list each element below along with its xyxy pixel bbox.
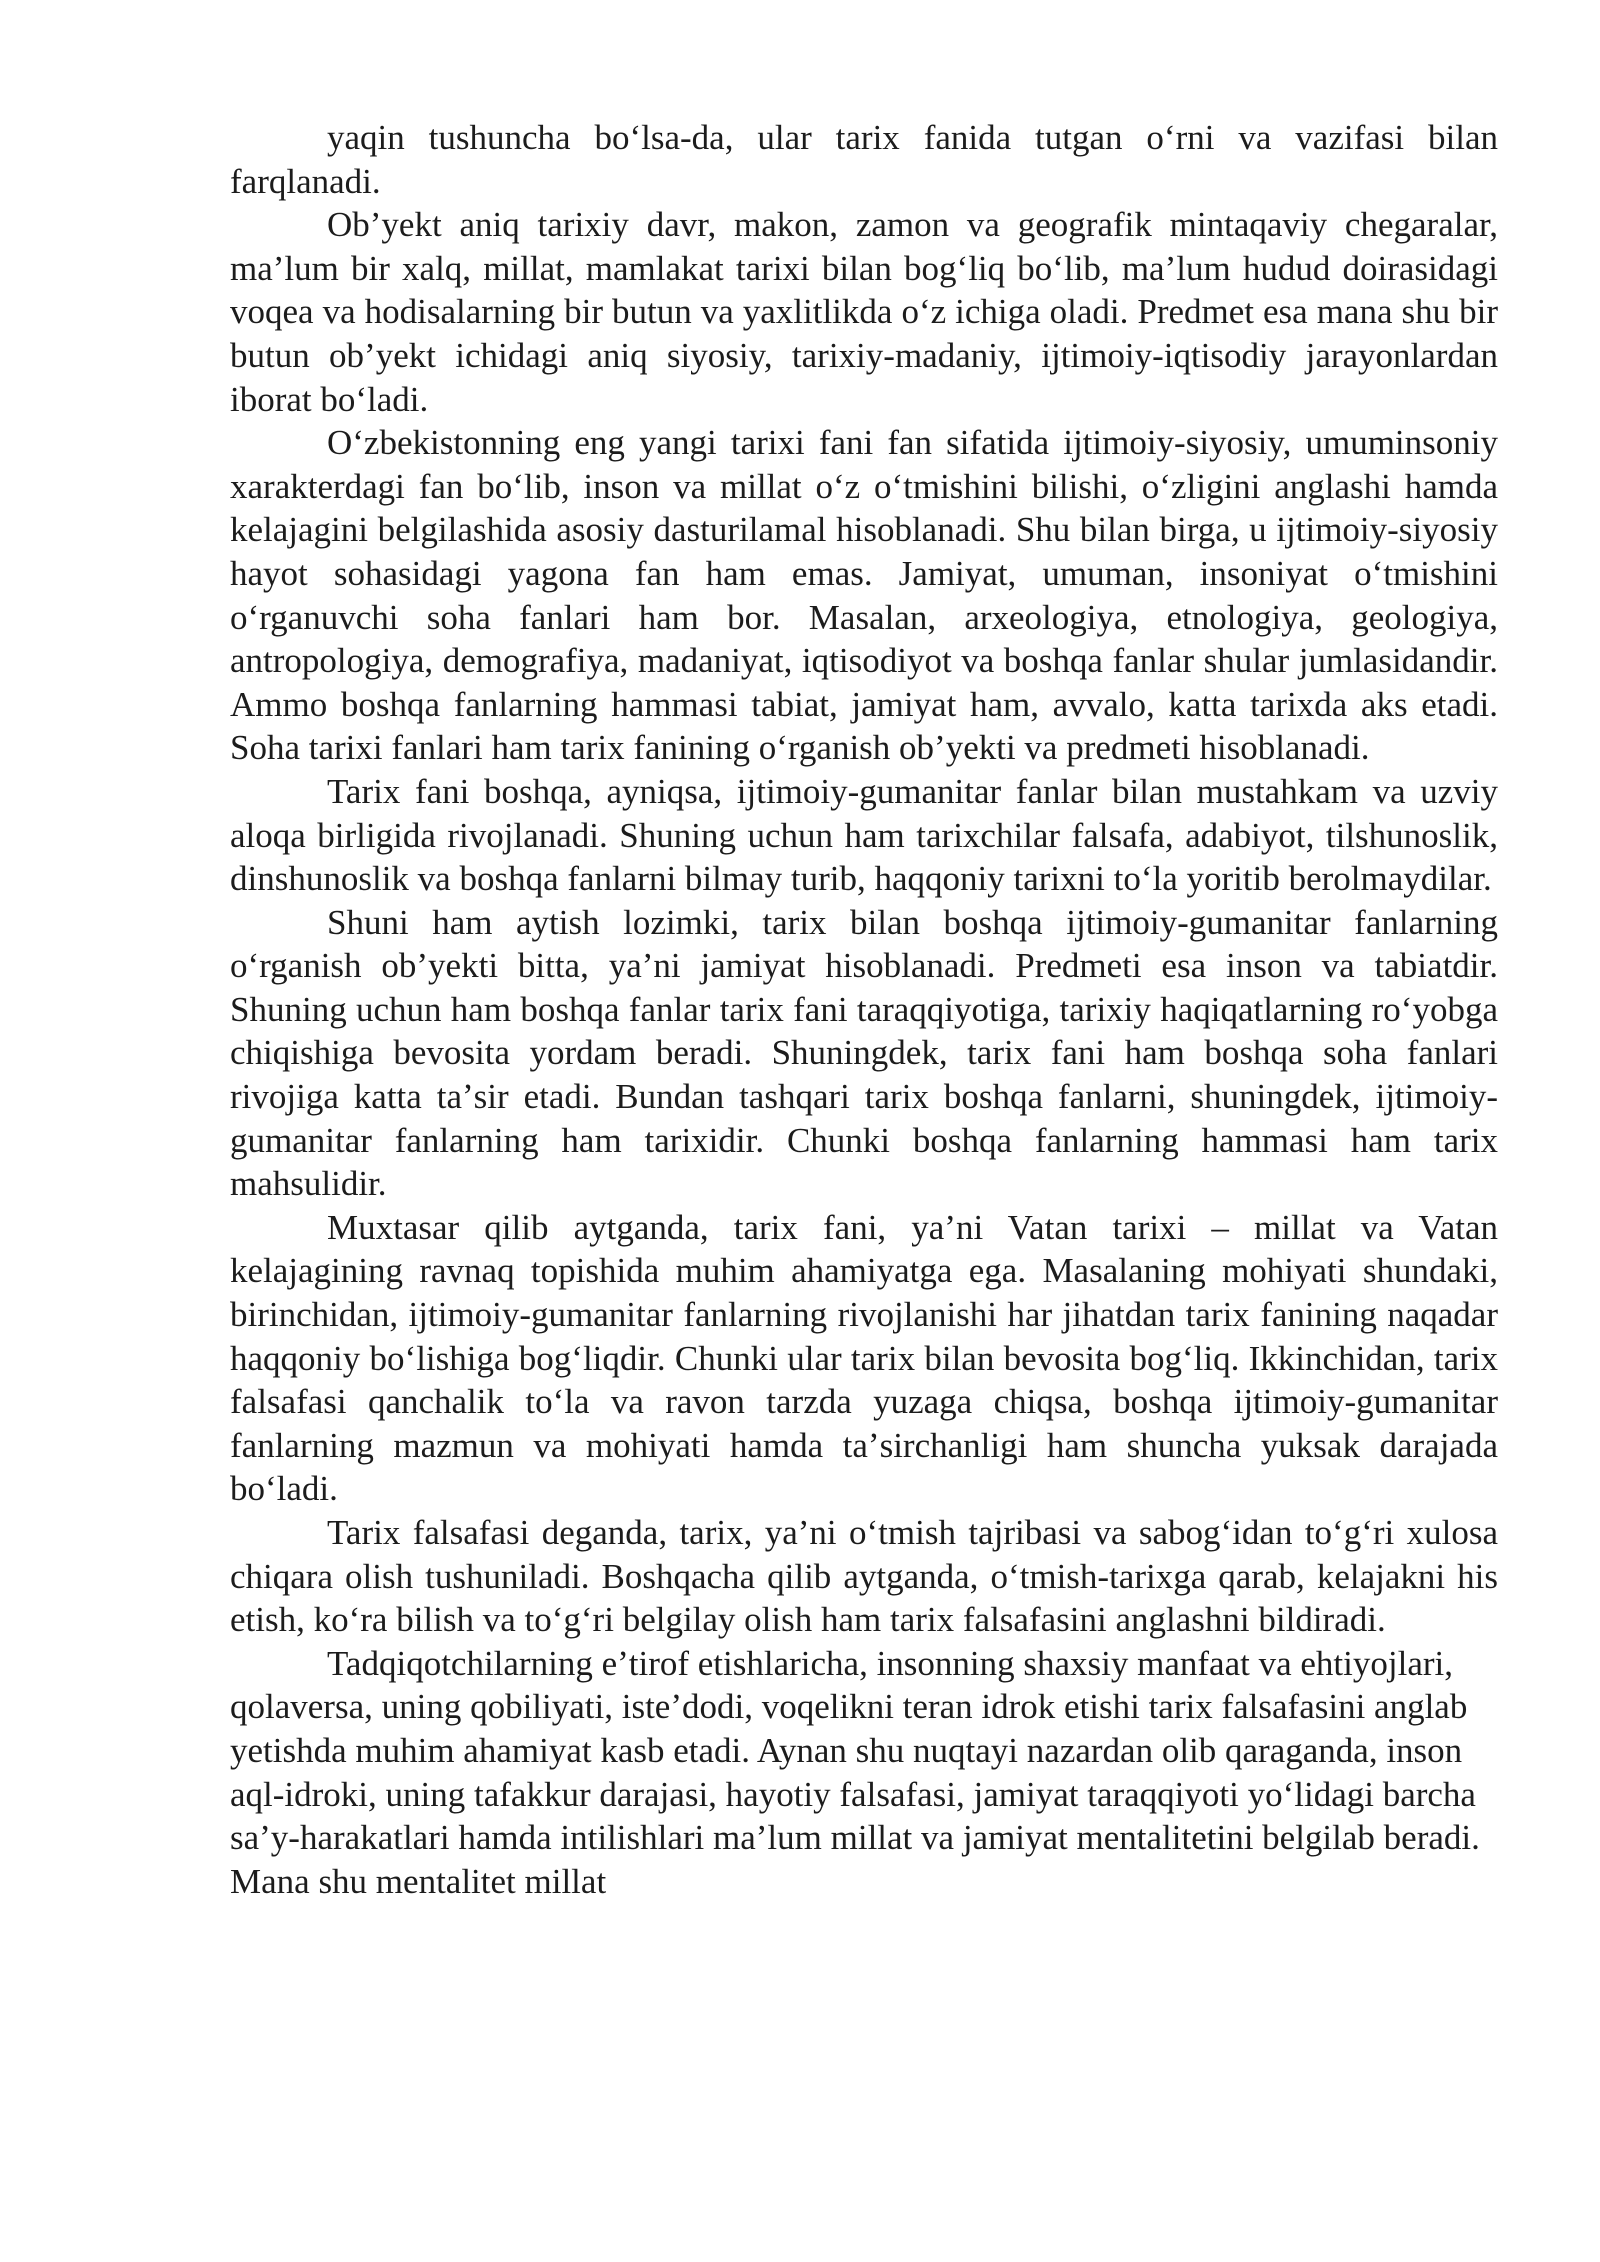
paragraph-8: Tadqiqotchilarning eʼtirof etishlaricha, insonning shaxsiy manfaat va ehtiyojlari, qolaversa, uning qobiliyati, isteʼdodi, voqelikni teran idrok etishi tarix falsafasini anglab yetishda muhim ahamiyat kasb etadi. Aynan shu nuqtayi nazardan olib qaraganda, inson aql-idroki, uning tafakkur darajasi, hayotiy falsafasi, jamiyat taraqqiyoti yo‘lidagi barcha sa’y-harakatlari hamda intilishlari ma’lum millat va jamiyat mentalitetini belgilab beradi. Mana shu mentalitet millat (230, 1643, 1480, 1901)
paragraph-3: O‘zbekistonning eng yangi tarixi fani fan sifatida ijtimoiy-siyosiy, umuminsoniy xarakterdagi fan bo‘lib, inson va millat o‘z o‘tmishini bilishi, o‘zligini anglashi hamda kelajagini belgilashida asosiy dasturilamal hisoblanadi. Shu bilan birga, u ijtimoiy-siyosiy hayot sohasidagi yagona fan ham emas. Jamiyat, umuman, insoniyat o‘tmishini o‘rganuvchi soha fanlari ham bor. Masalan, arxeologiya, etnologiya, geologiya, antropologiya, demografiya, madaniyat, iqtisodiyot va boshqa fanlar shular jumlasidandir. Ammo boshqa fanlarning hammasi tabiat, jamiyat ham, avvalo, katta tarixda aks etadi. Soha tarixi fanlari ham tarix fanining o‘rganish ob’yekti va predmeti hisoblanadi. (230, 423, 1498, 768)
paragraph-5: Shuni ham aytish lozimki, tarix bilan boshqa ijtimoiy-gumanitar fanlarning o‘rganish ob’yekti bitta, ya’ni jamiyat hisoblanadi. Predmeti esa inson va tabiatdir. Shuning uchun ham boshqa fanlar tarix fani taraqqiyotiga, tarixiy haqiqatlarning ro‘yobga chiqishiga bevosita yordam beradi. Shuningdek, tarix fani ham boshqa soha fanlari rivojiga katta taʼsir etadi. Bundan tashqari tarix boshqa fanlarni, shuningdek, ijtimoiy-gumanitar fanlarning ham tarixidir. Chunki boshqa fanlarning hammasi ham tarix mahsulidir. (230, 902, 1498, 1204)
paragraph-7: Tarix falsafasi deganda, tarix, ya’ni o‘tmish tajribasi va sabog‘idan to‘g‘ri xulosa chiqara olish tushuniladi. Boshqacha qilib aytganda, o‘tmish-tarixga qarab, kelajakni his etish, ko‘ra bilish va to‘g‘ri belgilay olish ham tarix falsafasini anglashni bildiradi. (230, 1513, 1498, 1640)
paragraph-4: Tarix fani boshqa, ayniqsa, ijtimoiy-gumanitar fanlar bilan mustahkam va uzviy aloqa birligida rivojlanadi. Shuning uchun ham tarixchilar falsafa, adabiyot, tilshunoslik, dinshunoslik va boshqa fanlarni bilmay turib, haqqoniy tarixni to‘la yoritib berolmaydilar. (230, 771, 1498, 899)
body-text (230, 116, 1498, 1903)
paragraph-2: Ob’yekt aniq tarixiy davr, makon, zamon va geografik mintaqaviy chegaralar, ma’lum bir xalq, millat, mamlakat tarixi bilan bog‘liq bo‘lib, ma’lum hudud doirasidagi voqea va hodisalarning bir butun va yaxlitlikda o‘z ichiga oladi. Predmet esa mana shu bir butun ob’yekt ichidagi aniq siyosiy, tarixiy-madaniy, ijtimoiy-iqtisodiy jarayonlardan iborat bo‘ladi. (230, 205, 1498, 419)
paragraph-6: Muxtasar qilib aytganda, tarix fani, ya’ni Vatan tarixi – millat va Vatan kelajagining ravnaq topishida muhim ahamiyatga ega. Masalaning mohiyati shundaki, birinchidan, ijtimoiy-gumanitar fanlarning rivojlanishi har jihatdan tarix fanining naqadar haqqoniy bo‘lishiga bog‘liqdir. Chunki ular tarix bilan bevosita bog‘liq. Ikkinchidan, tarix falsafasi qanchalik to‘la va ravon tarzda yuzaga chiqsa, boshqa ijtimoiy-gumanitar fanlarning mazmun va mohiyati hamda taʼsirchanligi ham shuncha yuksak darajada bo‘ladi. (230, 1207, 1498, 1509)
paragraph-1: yaqin tushuncha bo‘lsa-da, ular tarix fanida tutgan o‘rni va vazifasi bilan farqlanadi. (230, 118, 1498, 201)
